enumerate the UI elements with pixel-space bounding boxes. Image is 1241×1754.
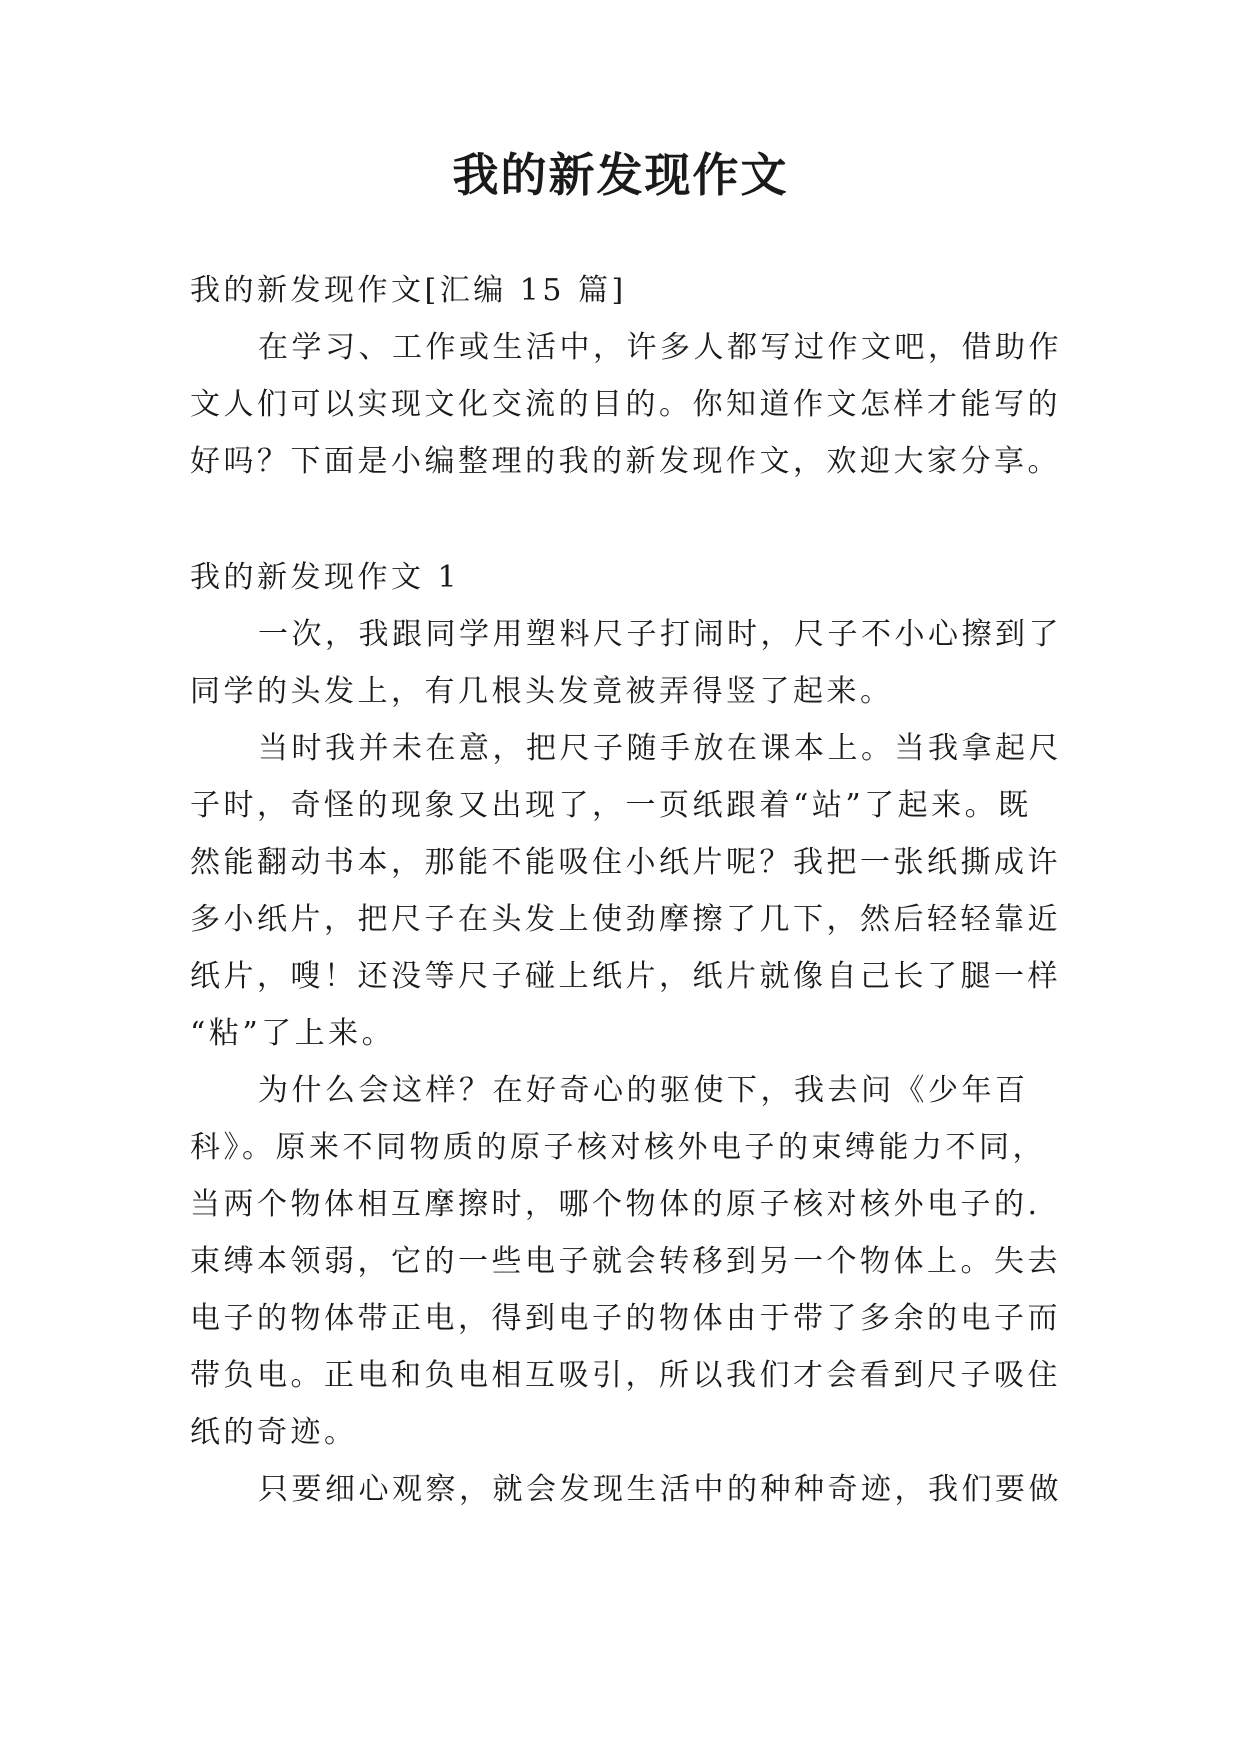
body-line: 电子的物体带正电，得到电子的物体由于带了多余的电子而 [190,1301,1061,1336]
body-line: 只要细心观察，就会发现生活中的种种奇迹，我们要做 [258,1472,1062,1507]
document-title: 我的新发现作文 [452,148,789,202]
body-line: 然能翻动书本，那能不能吸住小纸片呢？我把一张纸撕成许 [190,845,1061,880]
body-line: 束缚本领弱，它的一些电子就会转移到另一个物体上。失去 [190,1244,1061,1279]
body-line: 当两个物体相互摩擦时，哪个物体的原子核对核外电子的. [190,1187,1041,1222]
body-line: 纸片，嗖！还没等尺子碰上纸片，纸片就像自己长了腿一样 [190,959,1061,994]
body-line: 为什么会这样？在好奇心的驱使下，我去问《少年百 [258,1073,1029,1108]
body-line: “粘”了上来。 [190,1016,396,1051]
body-line: 当时我并未在意，把尺子随手放在课本上。当我拿起尺 [258,731,1062,766]
paragraph-gap [190,490,1070,549]
body-line: 子时，奇怪的现象又出现了，一页纸跟着“站”了起来。既 [190,788,1032,823]
body-line: 同学的头发上，有几根头发竟被弄得竖了起来。 [190,674,894,709]
body-line: 科》。原来不同物质的原子核对核外电子的束缚能力不同， [190,1130,1046,1165]
body-line: 多小纸片，把尺子在头发上使劲摩擦了几下，然后轻轻靠近 [190,902,1061,937]
body-line: 一次，我跟同学用塑料尺子打闹时，尺子不小心擦到了 [258,617,1062,652]
subtitle: 我的新发现作文[汇编 15 篇] [190,273,627,308]
intro-line: 文人们可以实现文化交流的目的。你知道作文怎样才能写的 [190,387,1061,422]
intro-line: 在学习、工作或生活中，许多人都写过作文吧，借助作 [258,330,1062,365]
body-line: 带负电。正电和负电相互吸引，所以我们才会看到尺子吸住 [190,1358,1061,1393]
intro-line: 好吗？下面是小编整理的我的新发现作文，欢迎大家分享。 [190,444,1061,479]
document-body [190,262,1070,1518]
body-line: 纸的奇迹。 [190,1415,358,1450]
section-heading: 我的新发现作文 1 [190,560,461,595]
